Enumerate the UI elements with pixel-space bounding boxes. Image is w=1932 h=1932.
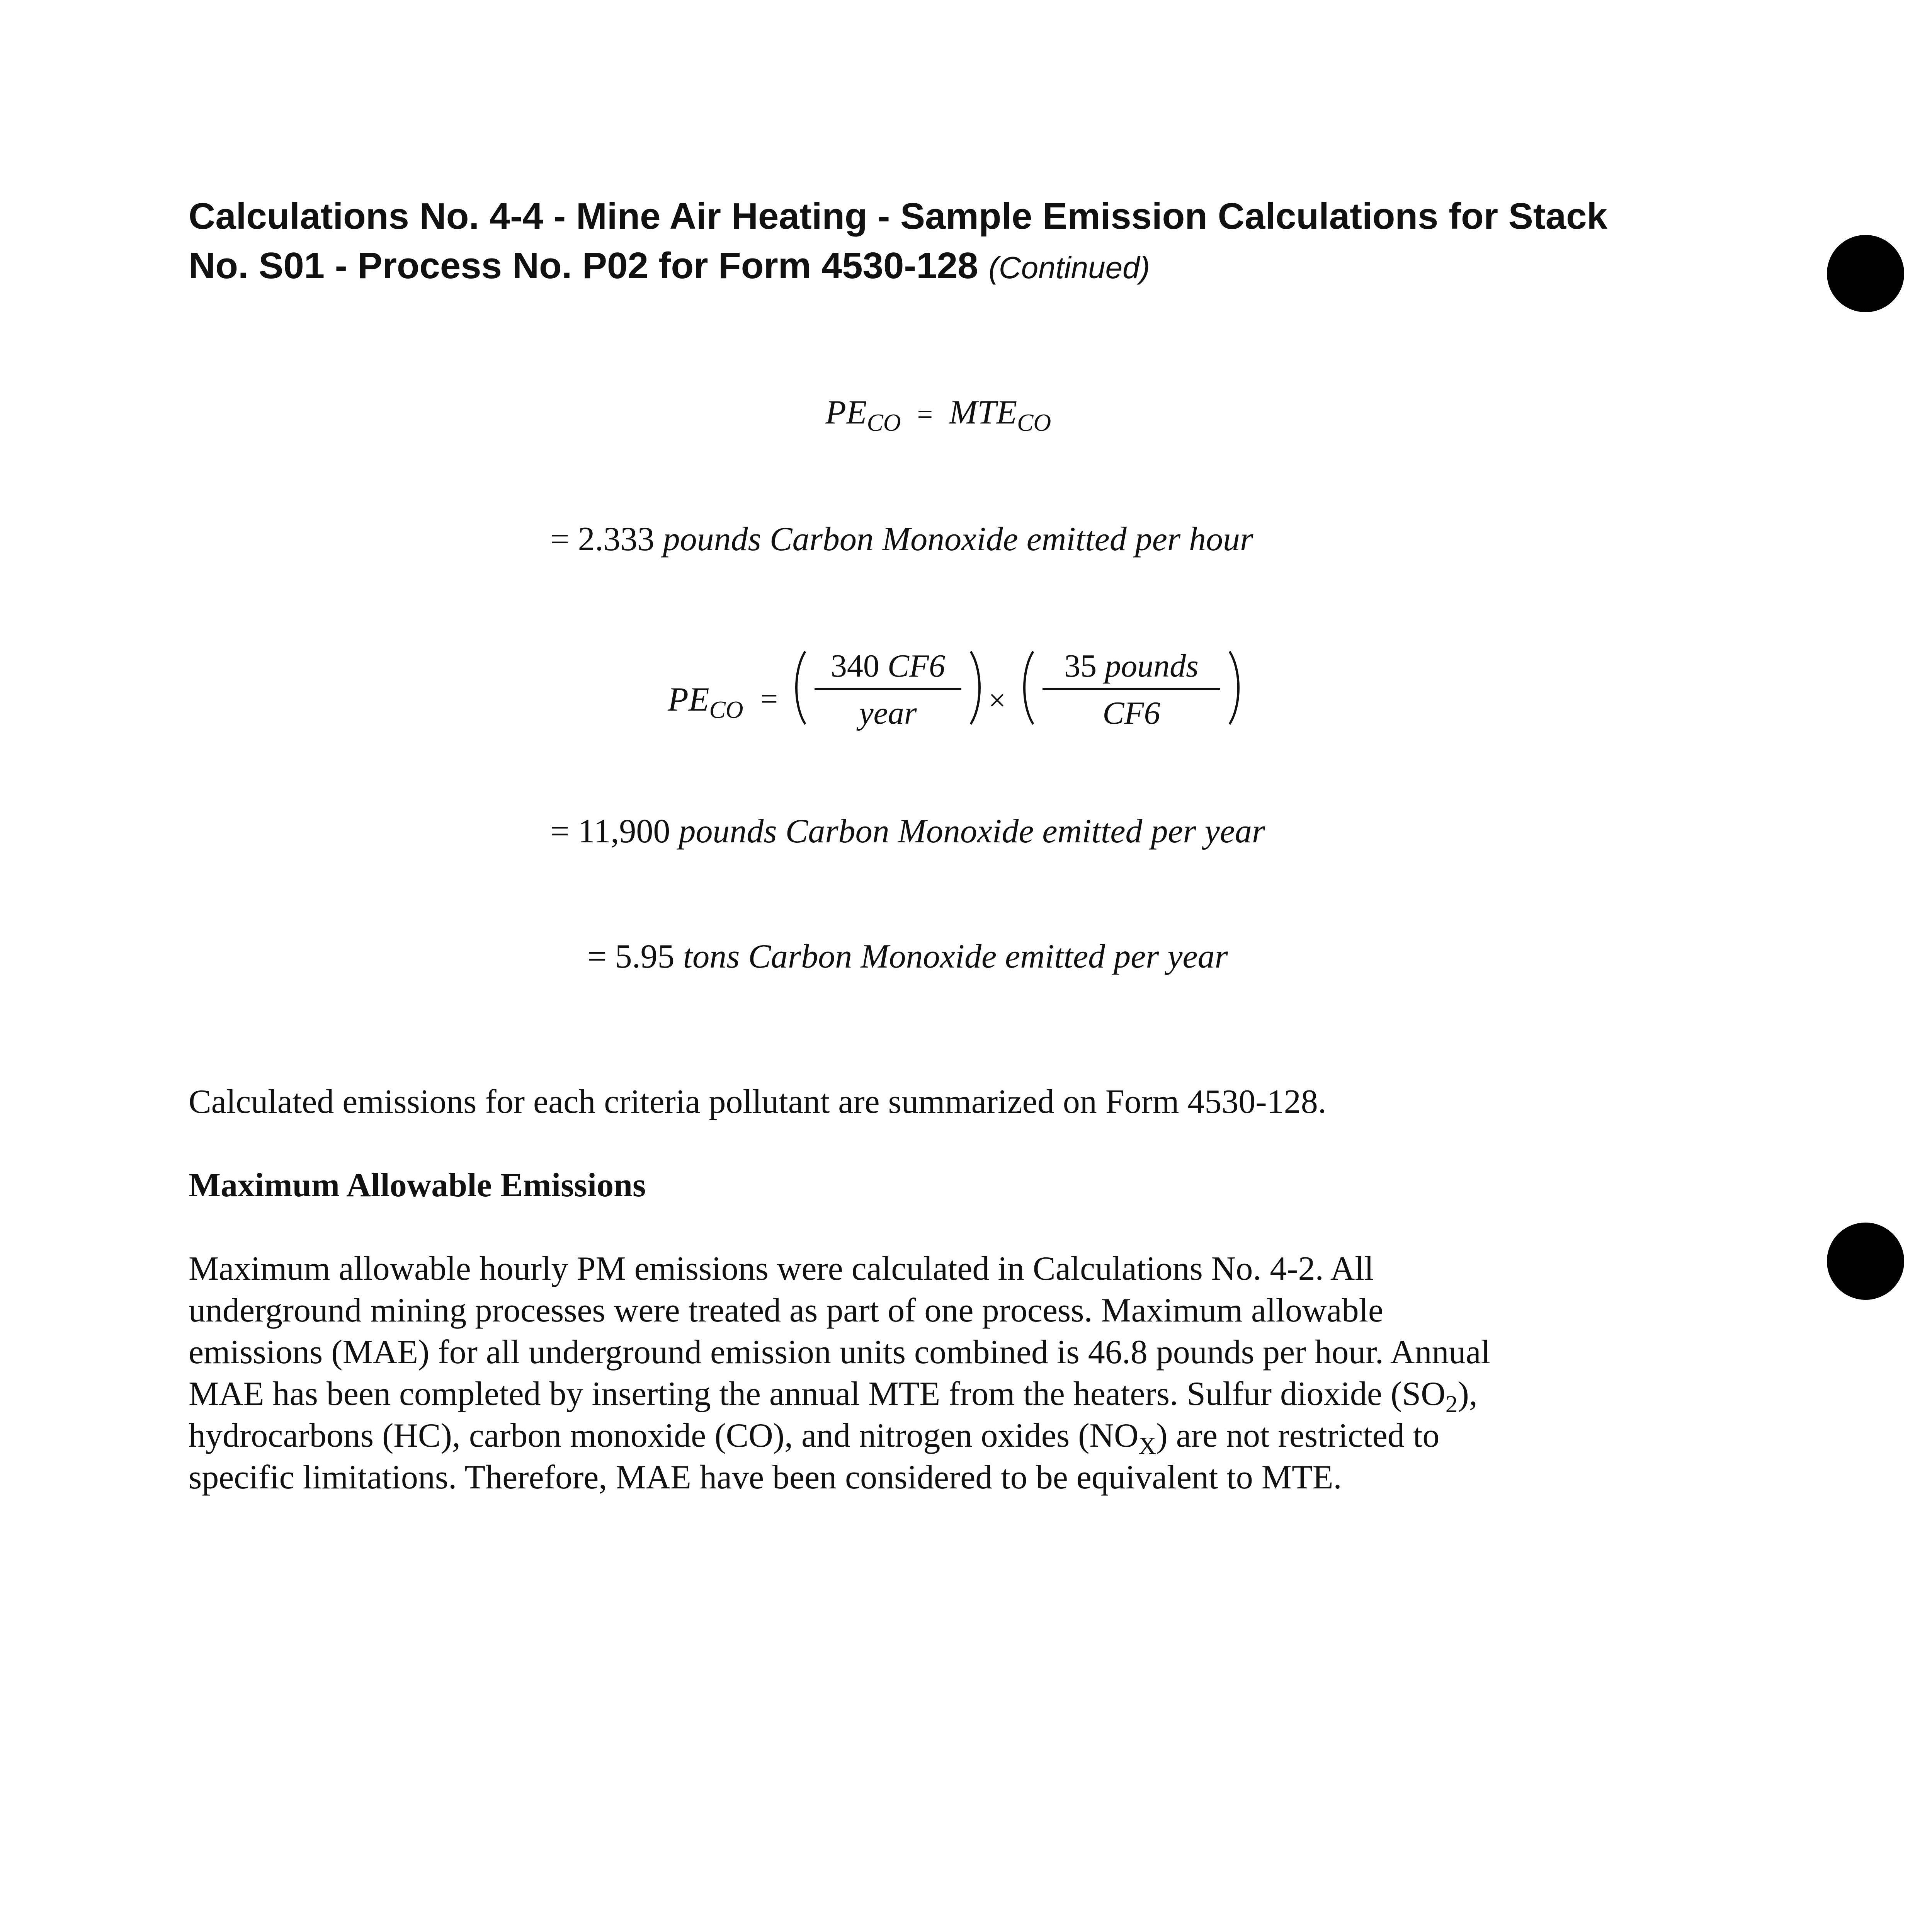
eq2-lhs: [668, 680, 743, 723]
eq2-times: ×: [988, 684, 1006, 718]
eq2-lhs-pe: PE: [668, 681, 709, 718]
eq1-rhs: MTE: [949, 394, 1017, 431]
heading-line-2: [189, 247, 1150, 284]
eq2-equals: =: [760, 682, 778, 716]
eq2-result2-value: = 5.95: [587, 938, 675, 975]
equation-result-annual-pounds: [550, 815, 1265, 849]
fraction-2-denominator: CF6: [1102, 695, 1160, 731]
fraction-2-numerator: [1043, 650, 1220, 690]
summary-sentence: Calculated emissions for each criteria pollutant are summarized on Form 4530-128.: [189, 1083, 1327, 1121]
eq2-result1-value: = 11,900: [550, 813, 670, 850]
heading-line-1: Calculations No. 4-4 - Mine Air Heating - Sample Emission Calculations for Stack: [189, 196, 1607, 237]
body-line-5-start: hydrocarbons (HC), carbon monoxide (CO), and nitrogen oxides (NO: [189, 1417, 1139, 1454]
frac2-num-unit: pounds: [1105, 648, 1199, 684]
section-heading: Maximum Allowable Emissions: [189, 1167, 646, 1204]
continued-label: (Continued): [988, 250, 1150, 285]
body-line-3: emissions (MAE) for all underground emission units combined is 46.8 pounds per hour. Annual: [189, 1333, 1490, 1371]
fraction-2: [1043, 650, 1220, 730]
eq2-lhs-sub: CO: [709, 696, 743, 723]
eq1-lhs-sub: CO: [867, 409, 901, 436]
eq1-result-text: pounds Carbon Monoxide emitted per hour: [663, 520, 1253, 558]
body-line-4-text: MAE has been completed by inserting the annual MTE from the heaters. Sulfur dioxide (SO: [189, 1375, 1446, 1413]
punch-hole-top: [1827, 235, 1904, 312]
body-line-5-end: ) are not restricted to: [1156, 1417, 1440, 1454]
equation-result-annual-tons: [587, 940, 1228, 974]
equation-result-hourly: [550, 522, 1253, 556]
fraction-1: [815, 650, 961, 730]
right-paren-1: [957, 641, 981, 734]
eq2-result2-text: tons Carbon Monoxide emitted per year: [683, 938, 1228, 975]
eq1-rhs-sub: CO: [1017, 409, 1051, 436]
punch-hole-middle: [1827, 1223, 1904, 1300]
so2-subscript: 2: [1445, 1391, 1458, 1418]
heading-line-2-text: No. S01 - Process No. P02 for Form 4530-128: [189, 245, 978, 286]
frac1-num-value: 340: [830, 648, 879, 684]
eq2-result1-text: pounds Carbon Monoxide emitted per year: [679, 813, 1265, 850]
body-line-1: Maximum allowable hourly PM emissions were calculated in Calculations No. 4-2. All: [189, 1250, 1374, 1287]
body-line-6: specific limitations. Therefore, MAE have been considered to be equivalent to MTE.: [189, 1459, 1342, 1496]
fraction-1-denominator: year: [859, 695, 917, 731]
body-line-2: underground mining processes were treated as part of one process. Maximum allowable: [189, 1292, 1384, 1329]
body-line-4: [189, 1375, 1478, 1418]
eq1-op: =: [917, 399, 933, 430]
equation-annual-calculation: [668, 641, 1247, 757]
right-paren-2: [1216, 641, 1240, 734]
frac1-num-unit: CF6: [887, 648, 946, 684]
body-line-4-end: ),: [1458, 1375, 1478, 1413]
frac2-num-value: 35: [1064, 648, 1097, 684]
body-line-5: [189, 1417, 1440, 1459]
fraction-1-numerator: [815, 650, 961, 690]
eq1-result-value: = 2.333: [550, 520, 655, 558]
equation-pe-equals-mte: [825, 394, 1051, 436]
nox-subscript: X: [1138, 1432, 1156, 1459]
eq1-lhs: PE: [825, 394, 867, 431]
